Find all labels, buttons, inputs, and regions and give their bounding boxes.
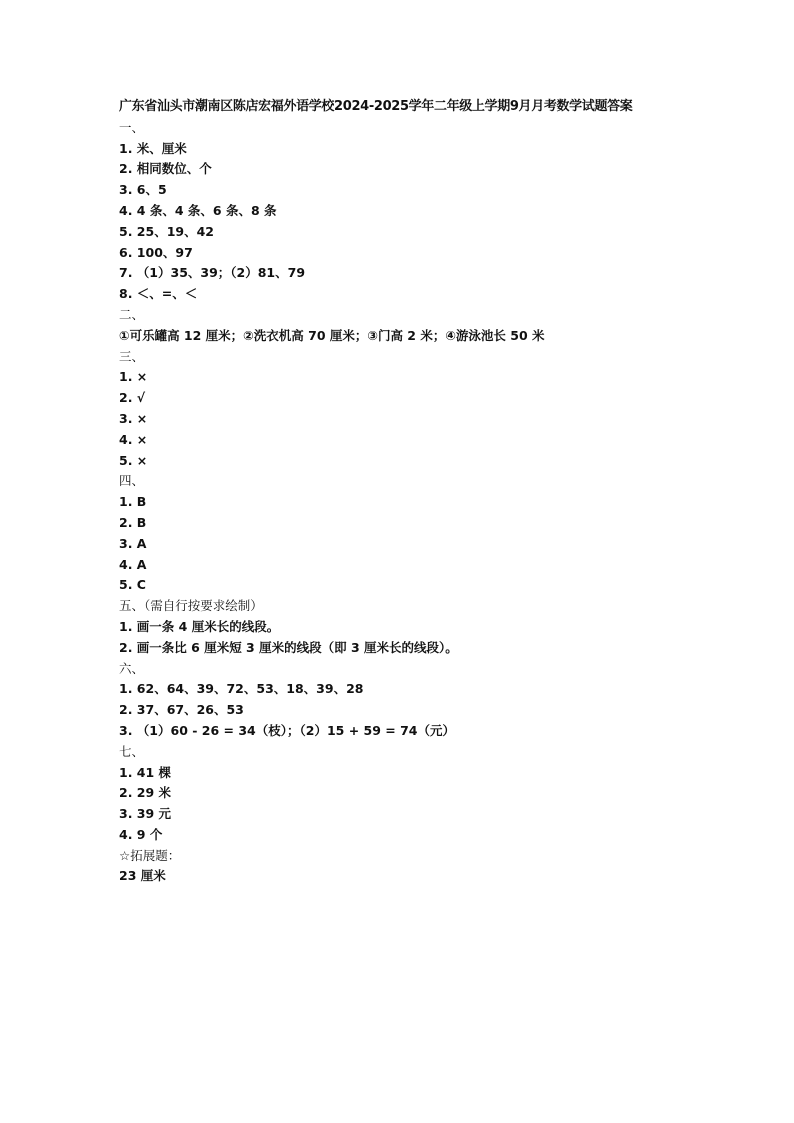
answer-line: 7. （1）35、39；（2）81、79 (119, 265, 306, 281)
answer-line: 1. × (119, 369, 148, 385)
section-heading-3: 三、 (119, 348, 145, 364)
answer-line: 4. 4 条、4 条、6 条、8 条 (119, 202, 277, 218)
answer-line: 2. √ (119, 390, 146, 406)
answer-line: 2. 29 米 (119, 785, 172, 801)
answer-line: 23 厘米 (119, 868, 166, 884)
extension-heading: ☆拓展题： (119, 847, 181, 863)
answer-line: 4. A (119, 556, 147, 572)
answer-line: 2. 37、67、26、53 (119, 702, 244, 718)
section-heading-7: 七、 (119, 743, 145, 759)
answer-line: 3. （1）60 - 26 = 34（枝）；（2）15 + 59 = 74（元） (119, 722, 455, 738)
section-heading-1: 一、 (119, 119, 145, 135)
section-heading-4: 四、 (119, 473, 145, 489)
answer-line: 2. B (119, 514, 147, 530)
answer-line: 5. 25、19、42 (119, 223, 214, 239)
answer-line: 2. 相同数位、个 (119, 161, 212, 177)
section-heading-6: 六、 (119, 660, 145, 676)
answer-line: 3. A (119, 535, 147, 551)
answer-line: 3. × (119, 410, 148, 426)
document-title: 广东省汕头市潮南区陈店宏福外语学校2024-2025学年二年级上学期9月月考数学试题答案 (119, 99, 633, 114)
answer-line: 5. × (119, 452, 148, 468)
answer-line: 1. 62、64、39、72、53、18、39、28 (119, 681, 364, 697)
answer-line: 3. 6、5 (119, 182, 167, 198)
section-heading-2: 二、 (119, 306, 145, 322)
answer-line: 5. C (119, 577, 146, 593)
answer-line: 1. B (119, 494, 147, 510)
answer-line: ①可乐罐高 12 厘米；②洗衣机高 70 厘米；③门高 2 米；④游泳池长 50 米 (119, 327, 545, 343)
answer-line: 8. ＜、=、＜ (119, 286, 198, 302)
answer-line: 1. 画一条 4 厘米长的线段。 (119, 618, 280, 634)
answer-line: 1. 米、厘米 (119, 140, 187, 156)
answer-line: 3. 39 元 (119, 806, 172, 822)
answer-line: 2. 画一条比 6 厘米短 3 厘米的线段（即 3 厘米长的线段）。 (119, 639, 458, 655)
answer-line: 1. 41 棵 (119, 764, 172, 780)
section-heading-5: 五、（需自行按要求绘制） (119, 598, 263, 614)
answer-line: 4. 9 个 (119, 826, 163, 842)
answer-line: 6. 100、97 (119, 244, 193, 260)
answer-line: 4. × (119, 431, 148, 447)
answer-document (119, 97, 719, 887)
